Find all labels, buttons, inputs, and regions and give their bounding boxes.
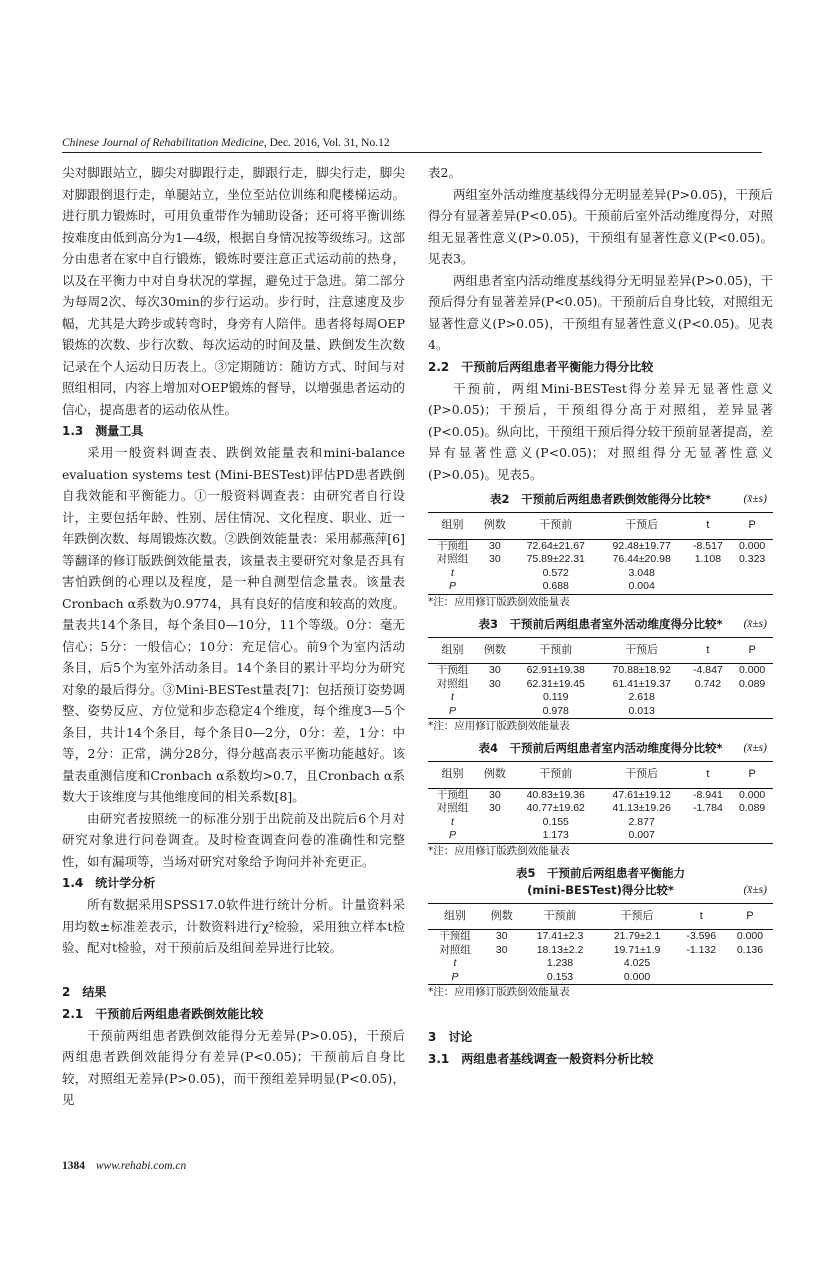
table-row: 干预组 30 62.91±19.38 70.88±18.92 -4.847 0.000 [436, 664, 766, 676]
table-row: 干预组 30 17.41±2.3 21.79±2.1 -3.596 0.000 [439, 930, 764, 942]
table-block [428, 616, 773, 735]
table-row: 干预组 30 72.64±21.67 92.48±19.77 -8.517 0.000 [436, 539, 766, 552]
journal-name: Chinese Journal of Rehabilitation Medicine, [62, 137, 267, 149]
paragraph: 尖对脚跟站立，脚尖对脚跟行走，脚跟行走，脚尖行走，脚尖对脚跟倒退行走，单腿站立，坐位至站位训练和爬楼梯运动。进行肌力锻炼时，可用负重带作为辅助设备；还可将平衡训练按难度由低到高分为1—4级，根据自身情况按等级练习。这部分由患者在家中自行锻炼，锻炼时要注意正式运动前的热身，以及在平衡力中对自身状况的掌握，避免过于急进。第二部分为每周2次、每次30min的步行运动。步行时，注意速度及步幅，尤其是大跨步或转弯时，身旁有人陪伴。患者将每周OEP锻炼的次数、步行次数、每次运动的时间及量、跌倒发生次数记录在个人运动日历表上。③定期随访：随访方式、时间与对照组相同，内容上增加对OEP锻炼的督导，以增强患者运动的信心，提高患者的运动依从性。 [62, 165, 405, 417]
table-stat: (x̄±s) [743, 883, 767, 896]
table-block [428, 491, 773, 610]
table-note: *注：应用修订版跌倒效能量表 [428, 986, 570, 998]
page-footer [62, 1160, 186, 1172]
table-row: P 0.688 0.004 [428, 580, 773, 594]
left-column [62, 162, 405, 1111]
website: www.rehabi.com.cn [95, 1160, 187, 1172]
table-stat: (x̄±s) [743, 742, 767, 754]
table-row: P 1.173 0.007 [428, 829, 773, 843]
section-heading: 3.1 两组患者基线调查一般资料分析比较 [428, 1052, 654, 1066]
data-table: 组别 例数 干预前 干预后 t P 干预组 30 40.83±19.36 47.61±19.12 -8.941 0.000 对照组 30 40.77±19.62 41.13±19.26 -1.784 0.089 t 0.155 2.877 P 1.173 0.007 [428, 761, 773, 844]
section-heading: 2.1 干预前后两组患者跌倒效能比较 [62, 1006, 264, 1021]
section-heading: 3 讨论 [428, 1030, 473, 1044]
table-row: t 0.119 2.618 [451, 691, 655, 703]
table-title: 表4 干预前后两组患者室内活动维度得分比较* (x̄±s) [478, 741, 767, 755]
data-table: 组别 例数 干预前 干预后 t P 干预组 30 72.64±21.67 92.48±19.77 -8.517 0.000 对照组 30 75.89±22.31 76.44±20.98 1.108 0.323 t 0.572 3.048 P 0.688 0.004 [428, 512, 773, 595]
section-heading: 2 结果 [62, 984, 107, 999]
table-row: 对照组 30 40.77±19.62 41.13±19.26 -1.784 0.089 [436, 802, 766, 814]
paragraph: 两组室外活动维度基线得分无明显差异(P>0.05)，干预后得分有显著差异(P<0.05)。干预前后室外活动维度得分，对照组无显著性意义(P>0.05)，干预组有显著性意义(P<0.05)。见表3。 [428, 186, 773, 266]
data-table: 组别 例数 干预前 干预后 t P 干预组 30 17.41±2.3 21.79±2.1 -3.596 0.000 对照组 30 18.13±2.2 19.71±1.9 -1.132 0.136 t 1.238 4.025 P 0.153 0.000 [428, 903, 773, 986]
paragraph: 采用一般资料调查表、跌倒效能量表和mini-balance evaluation systems test (Mini-BESTest)评估PD患者跌倒自我效能和平衡能力。①一般资料调查表：由研究者自行设计，主要包括年龄、性别、居住情况、文化程度、职业、近一年跌倒次数、每周锻炼次数。②跌倒效能量表：采用郝燕萍[6]等翻译的修订版跌倒效能量表，该量表主要研究对象是否具有害怕跌倒的心理以及程度，是一种自测型信念量表。该量表Cronbach α系数为0.9774，具有良好的信度和较高的效度。量表共14个条目，每个条目0—10分，11个等级。0分：毫无信心；5分：一般信心；10分：充足信心。前9个为室内活动条目，后5个为室外活动条目。14个条目的累计平均分为研究对象的最后得分。③Mini-BESTest量表[7]：包括预订姿势调整、姿势反应、方位觉和步态稳定4个维度，每个维度3—5个条目，共计14个条目，每个条目0—2分，0分：差，1分：中等，2分：正常，满分28分，得分越高表示平衡功能越好。该量表重测信度和Cronbach α系数均>0.7，且Cronbach α系数大于该维度与其他维度间的相关系数[8]。 [62, 445, 405, 804]
table-stat: (x̄±s) [743, 617, 767, 630]
paragraph: 两组患者室内活动维度基线得分无明显差异(P>0.05)，干预后得分有显著差异(P<0.05)。干预前后自身比较，对照组无显著性意义(P>0.05)，干预组有显著性意义(P<0.05)。见表4。 [428, 272, 773, 352]
table-title: 表2 干预前后两组患者跌倒效能得分比较* (x̄±s) [489, 492, 767, 506]
table-row: t 0.155 2.877 [451, 815, 655, 828]
paragraph: 所有数据采用SPSS17.0软件进行统计分析。计量资料采用均数±标准差表示，计数资料进行χ²检验，采用独立样本t检验、配对t检验，对干预前后及组间差异进行比较。 [62, 897, 405, 955]
table-note: *注：应用修订版跌倒效能量表 [428, 720, 570, 732]
table-row: P 0.978 0.013 [428, 705, 773, 719]
paragraph: 表2。 [428, 165, 461, 180]
table-row: P 0.153 0.000 [428, 971, 773, 985]
paragraph: 由研究者按照统一的标准分别于出院前及出院后6个月对研究对象进行问卷调查。及时检查调查问卷的准确性和完整性，如有漏项等，当场对研究对象给予询问并补充更正。 [62, 810, 405, 869]
issue-info: Dec. 2016, Vol. 31, No.12 [269, 137, 390, 149]
table-row: 对照组 30 18.13±2.2 19.71±1.9 -1.132 0.136 [439, 943, 764, 956]
table-stat: (x̄±s) [743, 493, 767, 505]
table-title: 表5 干预前后两组患者平衡能力 (mini-BESTest)得分比较* (x̄±s) [516, 865, 767, 897]
table-row: t 1.238 4.025 [453, 957, 651, 969]
table-note: *注：应用修订版跌倒效能量表 [428, 595, 570, 608]
table-note: *注：应用修订版跌倒效能量表 [428, 844, 570, 857]
paragraph: 干预前两组患者跌倒效能得分无差异(P>0.05)，干预后两组患者跌倒效能得分有差异(P<0.05)；干预前后自身比较，对照组无差异(P>0.05)，而干预组差异明显(P<0.05)，见 [62, 1027, 405, 1107]
table-row: 干预组 30 40.83±19.36 47.61±19.12 -8.941 0.000 [436, 788, 766, 801]
data-table: 组别 例数 干预前 干预后 t P 干预组 30 62.91±19.38 70.88±18.92 -4.847 0.000 对照组 30 62.31±19.45 61.41±19.37 0.742 0.089 t 0.119 2.618 P 0.978 0.013 [428, 637, 773, 720]
running-header [62, 137, 762, 153]
page-number: 1384 [62, 1160, 85, 1172]
table-row: 对照组 30 62.31±19.45 61.41±19.37 0.742 0.089 [436, 677, 766, 690]
table-row: 对照组 30 75.89±22.31 76.44±20.98 1.108 0.323 [436, 553, 766, 565]
section-heading: 1.4 统计学分析 [62, 876, 156, 890]
section-heading: 1.3 测量工具 [62, 424, 144, 438]
table-row: t 0.572 3.048 [451, 566, 655, 579]
table-block [428, 740, 773, 859]
right-column [428, 162, 773, 1070]
paragraph: 干预前，两组Mini-BESTest得分差异无显著性意义(P>0.05)；干预后，干预组得分高于对照组，差异显著(P<0.05)。纵向比，干预组干预后得分较干预前显著提高，差异有显著性意义(P<0.05)；对照组得分无显著性意义(P>0.05)。见表5。 [428, 380, 773, 482]
table-block [428, 865, 773, 1001]
table-title: 表3 干预前后两组患者室外活动维度得分比较* (x̄±s) [478, 616, 767, 631]
section-heading: 2.2 干预前后两组患者平衡能力得分比较 [428, 359, 654, 374]
